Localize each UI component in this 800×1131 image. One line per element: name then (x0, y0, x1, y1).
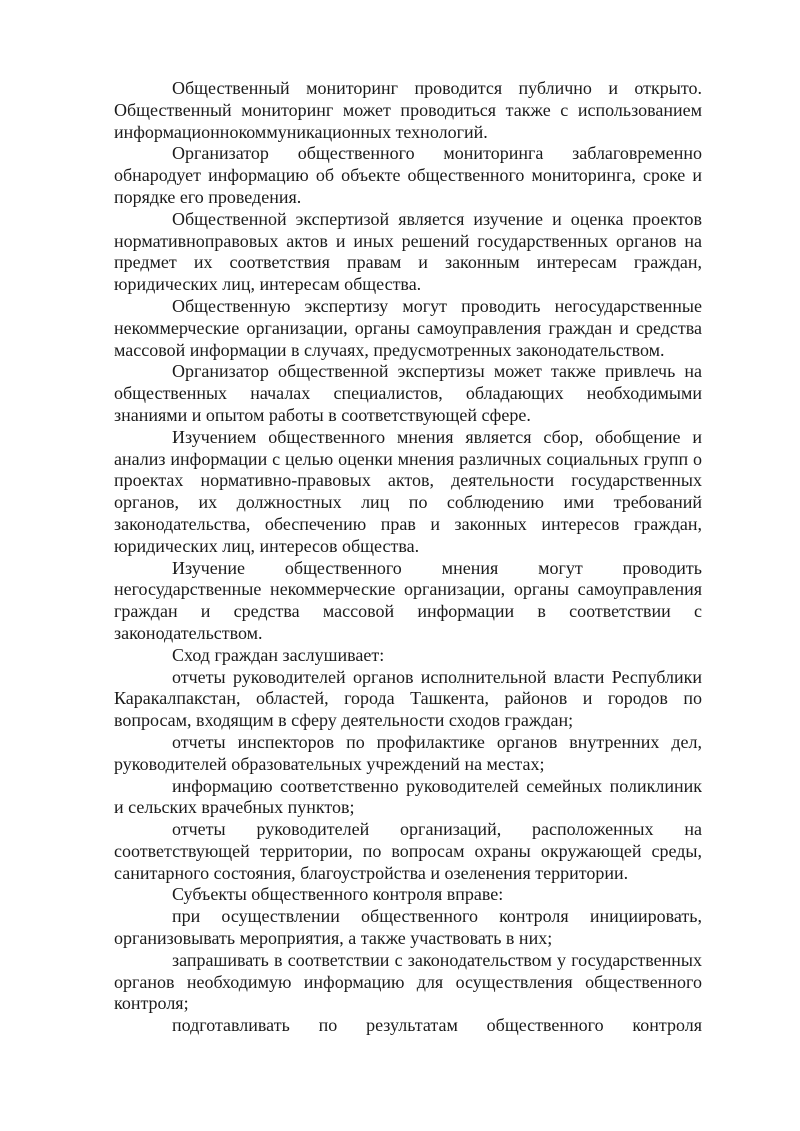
paragraph-public-opinion-conductors: Изучение общественного мнения могут проводить негосударственные некоммерческие организации, органы самоуправления граждан и средства массовой информации в соответствии с законодательством. (114, 557, 702, 643)
list-item-inspector-reports: отчеты инспекторов по профилактике органов внутренних дел, руководителей образовательных учреждений на местах; (114, 731, 702, 774)
paragraph-citizens-assembly-hears: Сход граждан заслушивает: (172, 644, 385, 665)
list-item-request-information: запрашивать в соответствии с законодательством у государственных органов необходимую информацию для осуществления общественного контроля; (114, 949, 702, 1014)
list-item-initiate-events: при осуществлении общественного контроля инициировать, организовывать мероприятия, а также участвовать в них; (114, 906, 702, 949)
list-item-organization-reports: отчеты руководителей организаций, расположенных на соответствующей территории, по вопросам охраны окружающей среды, санитарного состояния, благоустройства и озеленения территории. (114, 819, 702, 883)
document-page (114, 78, 702, 1037)
paragraph-public-expertise-conductors: Общественную экспертизу могут проводить негосударственные некоммерческие организации, органы самоуправления граждан и средства массовой информации в случаях, предусмотренных законодательством. (114, 295, 702, 360)
list-item-clinic-information: информацию соответственно руководителей семейных поликлиник и сельских врачебных пунктов; (114, 775, 702, 818)
paragraph-public-expertise-definition: Общественной экспертизой является изучение и оценка проектов нормативноправовых актов и иных решений государственных органов на предмет их соответствия правам и законным интересам граждан, юридических лиц, интересам общества. (114, 208, 702, 295)
paragraph-public-opinion-definition: Изучением общественного мнения является сбор, обобщение и анализ информации с целью оценки мнения различных социальных групп о проектах нормативно-правовых актов, деятельности государственных органов, их должностных лиц по соблюдению ими требований законодательства, обеспечению прав и законных интересов граждан, юридических лиц, интересов общества. (114, 426, 702, 556)
paragraph-expertise-organizer: Организатор общественной экспертизы может также привлечь на общественных началах специалистов, обладающих необходимыми знаниями и опытом работы в соответствующей сфере. (114, 361, 702, 425)
list-item-executive-reports: отчеты руководителей органов исполнительной власти Республики Каракалпакстан, областей, города Ташкента, районов и городов по вопросам, входящим в сферу деятельности сходов граждан; (114, 666, 702, 731)
paragraph-public-monitoring-openness: Общественный мониторинг проводится публично и открыто. Общественный мониторинг может проводиться также с использованием информационнокоммуникационных технологий. (114, 78, 702, 142)
paragraph-monitoring-organizer: Организатор общественного мониторинга заблаговременно обнародует информацию об объекте общественного мониторинга, сроке и порядке его проведения. (114, 143, 702, 207)
list-item-prepare-results: подготавливать по результатам общественного контроля (172, 1015, 702, 1036)
paragraph-control-subjects-rights: Субъекты общественного контроля вправе: (172, 884, 504, 905)
